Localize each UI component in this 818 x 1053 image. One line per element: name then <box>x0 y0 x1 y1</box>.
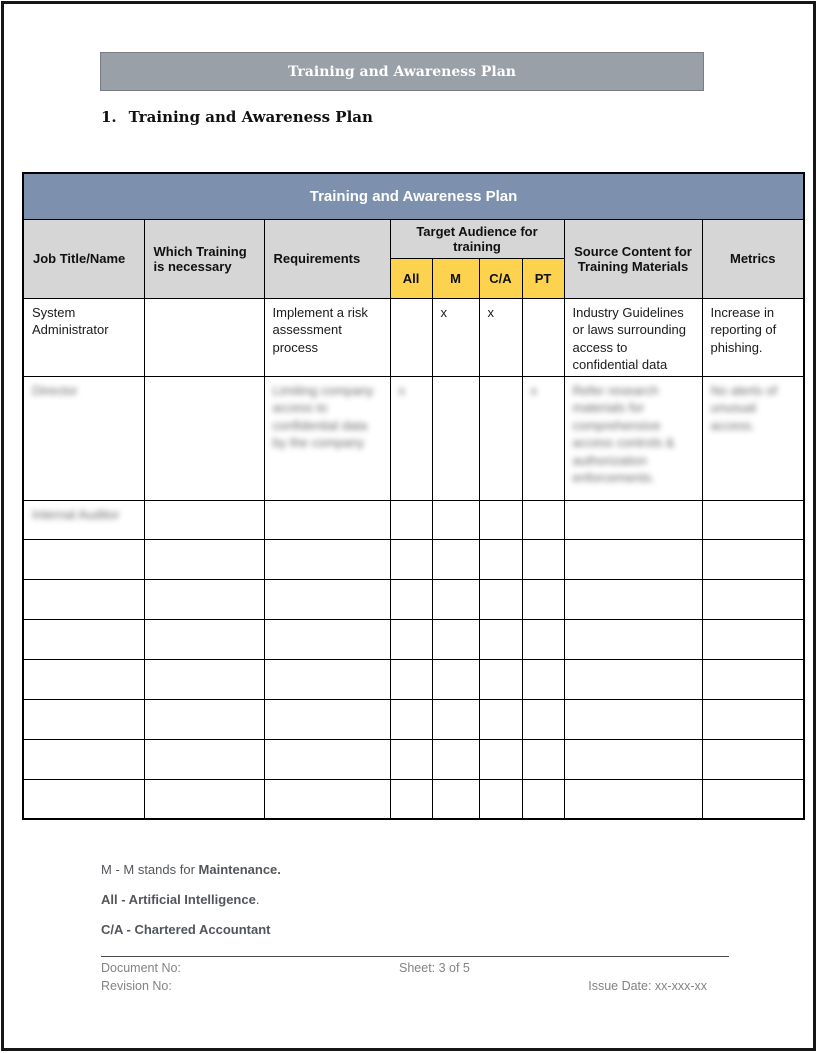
redacted-text: No alerts of unusual access. <box>710 382 777 433</box>
table-row <box>23 298 804 376</box>
cell-source <box>564 298 702 376</box>
cell-requirements <box>264 739 390 779</box>
cell-training <box>144 619 264 659</box>
top-banner <box>100 52 704 91</box>
table-body <box>23 298 804 819</box>
cell-metrics <box>702 619 804 659</box>
cell-ca <box>479 298 522 376</box>
cell-text: System Administrator <box>32 304 109 338</box>
cell-all <box>390 298 432 376</box>
cell-all <box>390 739 432 779</box>
training-plan-table <box>22 172 805 820</box>
revision-no-label: Revision No: <box>101 979 172 993</box>
table-row <box>23 739 804 779</box>
cell-source <box>564 699 702 739</box>
cell-requirements <box>264 579 390 619</box>
cell-all <box>390 500 432 539</box>
cell-pt <box>522 500 564 539</box>
cell-ca <box>479 376 522 500</box>
cell-m <box>432 659 479 699</box>
cell-pt <box>522 298 564 376</box>
training-plan-table-wrap <box>22 172 805 820</box>
cell-requirements <box>264 619 390 659</box>
cell-ca <box>479 500 522 539</box>
cell-ca <box>479 579 522 619</box>
cell-pt <box>522 779 564 819</box>
cell-job-title <box>23 500 144 539</box>
cell-all <box>390 699 432 739</box>
cell-job-title <box>23 619 144 659</box>
cell-metrics <box>702 659 804 699</box>
cell-text: Industry Guidelines or laws surrounding access to confidential data <box>572 304 686 373</box>
legend-note-segment: M - M stands for <box>101 862 199 877</box>
table-row <box>23 376 804 500</box>
cell-requirements <box>264 500 390 539</box>
cell-training <box>144 376 264 500</box>
legend-note-segment: All - Artificial Intelligence <box>101 892 256 907</box>
col-header-training: Which Training is necessary <box>144 219 264 298</box>
section-title: Training and Awareness Plan <box>128 108 373 126</box>
cell-requirements <box>264 298 390 376</box>
redacted-text: Refer research materials for comprehensive access controls & authorization enforcements. <box>572 382 675 486</box>
redacted-text: Limiting company access to confidential data by the company <box>272 382 374 451</box>
table-row <box>23 579 804 619</box>
cell-requirements <box>264 376 390 500</box>
cell-m <box>432 779 479 819</box>
cell-metrics <box>702 500 804 539</box>
top-banner-title: Training and Awareness Plan <box>288 63 516 80</box>
cell-ca <box>479 539 522 579</box>
cell-m <box>432 500 479 539</box>
cell-training <box>144 298 264 376</box>
table-header-row <box>23 219 804 258</box>
cell-training <box>144 779 264 819</box>
legend-note <box>101 862 281 877</box>
cell-source <box>564 779 702 819</box>
table-row <box>23 539 804 579</box>
cell-m <box>432 699 479 739</box>
table-row <box>23 659 804 699</box>
cell-text: Increase in reporting of phishing. <box>710 304 777 355</box>
cell-training <box>144 539 264 579</box>
table-row <box>23 619 804 659</box>
cell-job-title <box>23 539 144 579</box>
cell-pt <box>522 699 564 739</box>
cell-job-title <box>23 659 144 699</box>
table-row <box>23 779 804 819</box>
section-heading <box>101 108 373 126</box>
cell-all <box>390 376 432 500</box>
cell-all <box>390 539 432 579</box>
cell-text: Implement a risk assessment process <box>272 304 368 355</box>
table-row <box>23 500 804 539</box>
cell-training <box>144 500 264 539</box>
cell-all <box>390 779 432 819</box>
cell-pt <box>522 619 564 659</box>
cell-training <box>144 699 264 739</box>
cell-source <box>564 739 702 779</box>
cell-training <box>144 579 264 619</box>
legend-note-segment: C/A - Chartered Accountant <box>101 922 271 937</box>
document-footer <box>101 956 729 997</box>
cell-ca <box>479 779 522 819</box>
cell-source <box>564 659 702 699</box>
cell-all <box>390 659 432 699</box>
legend-note-segment: Maintenance. <box>198 862 281 877</box>
cell-requirements <box>264 699 390 739</box>
cell-m <box>432 579 479 619</box>
redacted-text: Internal Auditor <box>32 506 120 522</box>
redacted-text: Director <box>32 382 78 398</box>
legend-notes <box>101 862 281 952</box>
cell-m <box>432 376 479 500</box>
cell-metrics <box>702 779 804 819</box>
cell-metrics <box>702 699 804 739</box>
col-header-audience-group: Target Audience for training <box>390 219 564 258</box>
cell-job-title <box>23 699 144 739</box>
cell-ca <box>479 699 522 739</box>
cell-requirements <box>264 539 390 579</box>
cell-source <box>564 376 702 500</box>
cell-job-title <box>23 376 144 500</box>
cell-m <box>432 739 479 779</box>
section-number: 1. <box>101 108 117 126</box>
cell-pt <box>522 376 564 500</box>
table-title: Training and Awareness Plan <box>23 173 804 219</box>
cell-ca <box>479 659 522 699</box>
cell-metrics <box>702 539 804 579</box>
cell-m <box>432 298 479 376</box>
cell-metrics <box>702 739 804 779</box>
legend-note <box>101 892 281 907</box>
sheet-label: Sheet: 3 of 5 <box>399 961 470 975</box>
cell-pt <box>522 539 564 579</box>
col-header-metrics: Metrics <box>702 219 804 298</box>
col-header-all: All <box>390 258 432 298</box>
col-header-requirements: Requirements <box>264 219 390 298</box>
legend-note <box>101 922 281 937</box>
document-page <box>1 1 816 1051</box>
cell-all <box>390 619 432 659</box>
cell-training <box>144 739 264 779</box>
cell-metrics <box>702 298 804 376</box>
cell-requirements <box>264 659 390 699</box>
cell-pt <box>522 659 564 699</box>
cell-source <box>564 539 702 579</box>
cell-job-title <box>23 298 144 376</box>
cell-m <box>432 619 479 659</box>
col-header-job-title: Job Title/Name <box>23 219 144 298</box>
table-title-row <box>23 173 804 219</box>
issue-date-label: Issue Date: xx-xxx-xx <box>588 979 707 993</box>
cell-ca <box>479 739 522 779</box>
col-header-ca: C/A <box>479 258 522 298</box>
cell-training <box>144 659 264 699</box>
legend-note-segment: . <box>255 892 260 907</box>
cell-text: x <box>440 304 447 320</box>
cell-metrics <box>702 579 804 619</box>
cell-pt <box>522 739 564 779</box>
col-header-pt: PT <box>522 258 564 298</box>
cell-metrics <box>702 376 804 500</box>
footer-row-1 <box>101 961 729 979</box>
cell-source <box>564 500 702 539</box>
cell-pt <box>522 579 564 619</box>
redacted-text: x <box>398 382 405 398</box>
cell-job-title <box>23 579 144 619</box>
cell-all <box>390 579 432 619</box>
redacted-text: x <box>530 382 537 398</box>
cell-job-title <box>23 779 144 819</box>
cell-text: x <box>487 304 494 320</box>
cell-source <box>564 579 702 619</box>
col-header-source: Source Content for Training Materials <box>564 219 702 298</box>
document-no-label: Document No: <box>101 961 181 975</box>
col-header-m: M <box>432 258 479 298</box>
table-row <box>23 699 804 739</box>
cell-m <box>432 539 479 579</box>
cell-ca <box>479 619 522 659</box>
cell-job-title <box>23 739 144 779</box>
footer-row-2 <box>101 979 729 997</box>
cell-source <box>564 619 702 659</box>
cell-requirements <box>264 779 390 819</box>
